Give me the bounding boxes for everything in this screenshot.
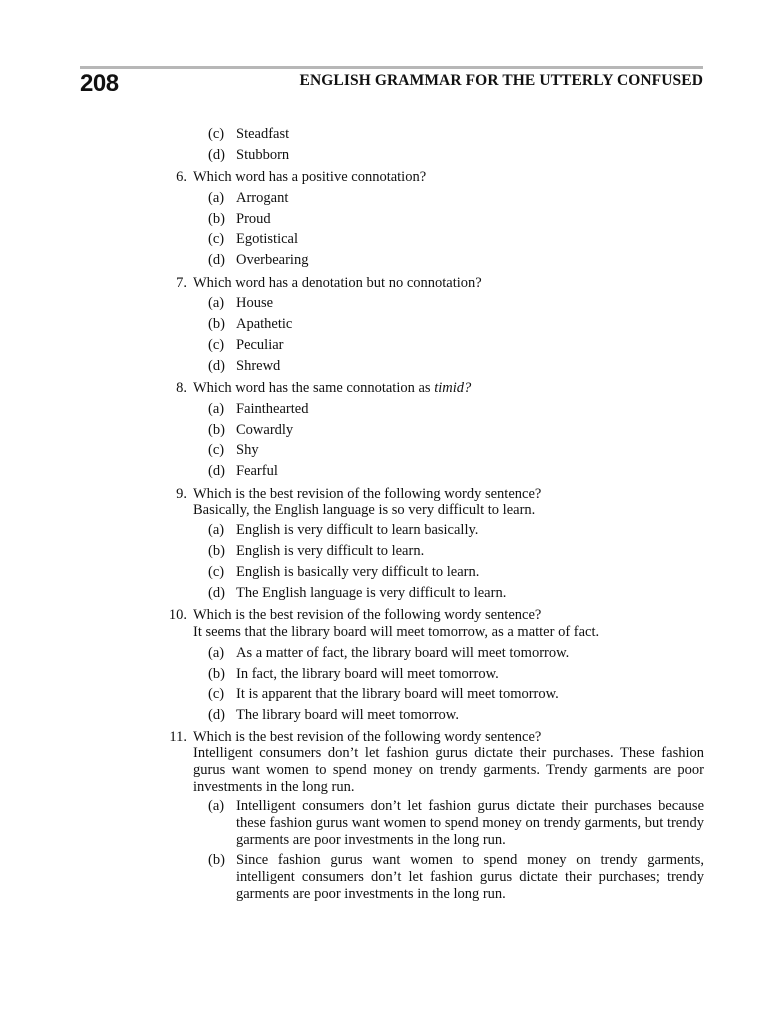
option-text: English is very difficult to learn basically. [236, 522, 479, 538]
option-letter: (d) [208, 463, 225, 479]
option-letter: (c) [208, 231, 225, 247]
question-11 [169, 729, 542, 746]
question-number: 7. [176, 275, 187, 291]
option-letter: (c) [208, 126, 225, 142]
option-letter: (b) [208, 422, 225, 438]
question-number: 9. [176, 486, 187, 502]
option-letter: (c) [208, 337, 225, 353]
option-letter: (b) [208, 211, 225, 227]
option-text: The English language is very difficult to learn. [236, 585, 507, 601]
question-9 [176, 486, 542, 503]
option-letter: (d) [208, 707, 225, 723]
option-letter: (a) [208, 401, 225, 417]
option-text: Shrewd [236, 358, 281, 374]
question-prompt: Which word has the same connotation as [193, 380, 435, 396]
option-text: As a matter of fact, the library board will meet tomorrow. [236, 645, 570, 661]
question-stem: Basically, the English language is so very difficult to learn. [193, 502, 536, 518]
option-letter: (d) [208, 585, 225, 601]
question-prompt: Which is the best revision of the following wordy sentence? [193, 607, 542, 623]
option-text: Proud [236, 211, 271, 227]
option-letter: (a) [208, 798, 225, 814]
option-letter: (a) [208, 645, 225, 661]
question-stem: It seems that the library board will meet tomorrow, as a matter of fact. [193, 624, 600, 640]
option-letter: (a) [208, 190, 225, 206]
option-text: Stubborn [236, 147, 290, 163]
question-number: 10. [168, 607, 187, 623]
option-text: Fainthearted [236, 401, 309, 417]
option-letter: (c) [208, 686, 225, 702]
option-text: Intelligent consumers don’t let fashion gurus dictate their purchases because these fashion gurus want women to spend money on trendy garments, but trendy garments are poor investments in the long run. [236, 798, 704, 848]
question-stem: Intelligent consumers don’t let fashion gurus dictate their purchases. These fashion gurus want women to spend money on trendy garments. Trendy garments are poor investments in the long run. [193, 745, 704, 795]
question-prompt: Which is the best revision of the following wordy sentence? [193, 486, 542, 502]
option-letter: (d) [208, 358, 225, 374]
question-number: 6. [176, 169, 187, 185]
option-text: English is basically very difficult to learn. [236, 564, 480, 580]
question-prompt: Which word has a denotation but no connotation? [193, 275, 482, 291]
question-7 [176, 275, 482, 292]
question-8 [176, 380, 472, 397]
option-text: Cowardly [236, 422, 294, 438]
option-letter: (d) [208, 252, 225, 268]
question-prompt: Which word has a positive connotation? [193, 169, 427, 185]
question-prompt: Which is the best revision of the following wordy sentence? [193, 729, 542, 745]
option-text: Since fashion gurus want women to spend money on trendy garments, intelligent consumers don’t let fashion gurus dictate their purchases; trendy garments are poor investments in the long run. [236, 852, 704, 902]
option-text: Steadfast [236, 126, 290, 142]
option-text: English is very difficult to learn. [236, 543, 425, 559]
option-letter: (c) [208, 564, 225, 580]
option-text: House [236, 295, 274, 311]
option-letter: (d) [208, 147, 225, 163]
option-letter: (c) [208, 442, 225, 458]
option-letter: (a) [208, 295, 225, 311]
option-text: Fearful [236, 463, 278, 479]
page-number: 208 [80, 70, 119, 97]
option-text: In fact, the library board will meet tomorrow. [236, 666, 499, 682]
option-text: Egotistical [236, 231, 299, 247]
running-head: ENGLISH GRAMMAR FOR THE UTTERLY CONFUSED [299, 72, 703, 89]
option-text: Arrogant [236, 190, 289, 206]
question-6 [176, 169, 427, 186]
option-letter: (a) [208, 522, 225, 538]
option-letter: (b) [208, 543, 225, 559]
question-number: 8. [176, 380, 187, 396]
question-10 [168, 607, 542, 624]
question-number: 11. [169, 729, 187, 745]
option-text: Shy [236, 442, 259, 458]
option-text: Peculiar [236, 337, 284, 353]
option-item [208, 798, 704, 849]
option-letter: (b) [208, 316, 225, 332]
option-text: Apathetic [236, 316, 293, 332]
option-item [208, 852, 704, 903]
option-text: It is apparent that the library board will meet tomorrow. [236, 686, 559, 702]
header-rule [80, 66, 703, 69]
question-emphasis: timid? [434, 380, 472, 396]
option-letter: (b) [208, 852, 225, 868]
option-text: The library board will meet tomorrow. [236, 707, 459, 723]
option-text: Overbearing [236, 252, 309, 268]
option-letter: (b) [208, 666, 225, 682]
